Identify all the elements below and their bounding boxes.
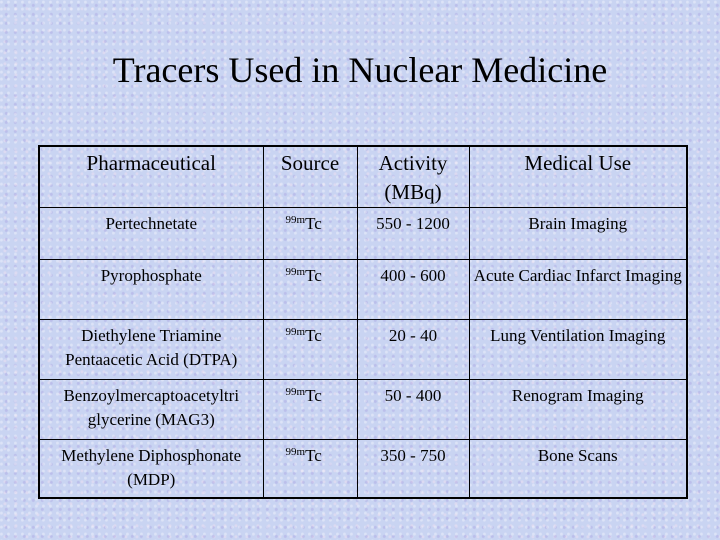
cell-source <box>263 260 357 320</box>
header-source: Source <box>263 146 357 208</box>
source-element: Tc <box>305 214 322 233</box>
table-row <box>39 440 687 498</box>
source-element: Tc <box>305 326 322 345</box>
table-row <box>39 208 687 260</box>
table-row <box>39 260 687 320</box>
source-element: Tc <box>305 266 322 285</box>
cell-source <box>263 320 357 380</box>
tracers-table <box>38 145 688 499</box>
table-header-row <box>39 146 687 208</box>
source-mass-number: 99m <box>285 326 306 338</box>
cell-source <box>263 208 357 260</box>
cell-activity: 50 - 400 <box>357 380 469 440</box>
cell-source <box>263 440 357 498</box>
cell-pharmaceutical: Methylene Diphosphonate (MDP) <box>39 440 263 498</box>
cell-medical-use: Brain Imaging <box>469 208 687 260</box>
cell-pharmaceutical: Benzoylmercaptoacetyltri glycerine (MAG3) <box>39 380 263 440</box>
slide-title: Tracers Used in Nuclear Medicine <box>112 50 608 90</box>
source-mass-number: 99m <box>285 386 306 398</box>
source-element: Tc <box>305 386 322 405</box>
cell-activity: 400 - 600 <box>357 260 469 320</box>
cell-medical-use: Renogram Imaging <box>469 380 687 440</box>
source-mass-number: 99m <box>285 214 306 226</box>
table-row <box>39 380 687 440</box>
cell-activity: 350 - 750 <box>357 440 469 498</box>
header-medical-use: Medical Use <box>469 146 687 208</box>
cell-medical-use: Bone Scans <box>469 440 687 498</box>
header-pharmaceutical: Pharmaceutical <box>39 146 263 208</box>
cell-pharmaceutical: Diethylene Triamine Pentaacetic Acid (DTPA) <box>39 320 263 380</box>
cell-source <box>263 380 357 440</box>
header-activity: Activity (MBq) <box>357 146 469 208</box>
table-row <box>39 320 687 380</box>
cell-pharmaceutical: Pyrophosphate <box>39 260 263 320</box>
source-mass-number: 99m <box>285 446 306 458</box>
cell-pharmaceutical: Pertechnetate <box>39 208 263 260</box>
cell-activity: 550 - 1200 <box>357 208 469 260</box>
cell-medical-use: Lung Ventilation Imaging <box>469 320 687 380</box>
source-element: Tc <box>305 446 322 465</box>
source-mass-number: 99m <box>285 266 306 278</box>
cell-activity: 20 - 40 <box>357 320 469 380</box>
cell-medical-use: Acute Cardiac Infarct Imaging <box>469 260 687 320</box>
